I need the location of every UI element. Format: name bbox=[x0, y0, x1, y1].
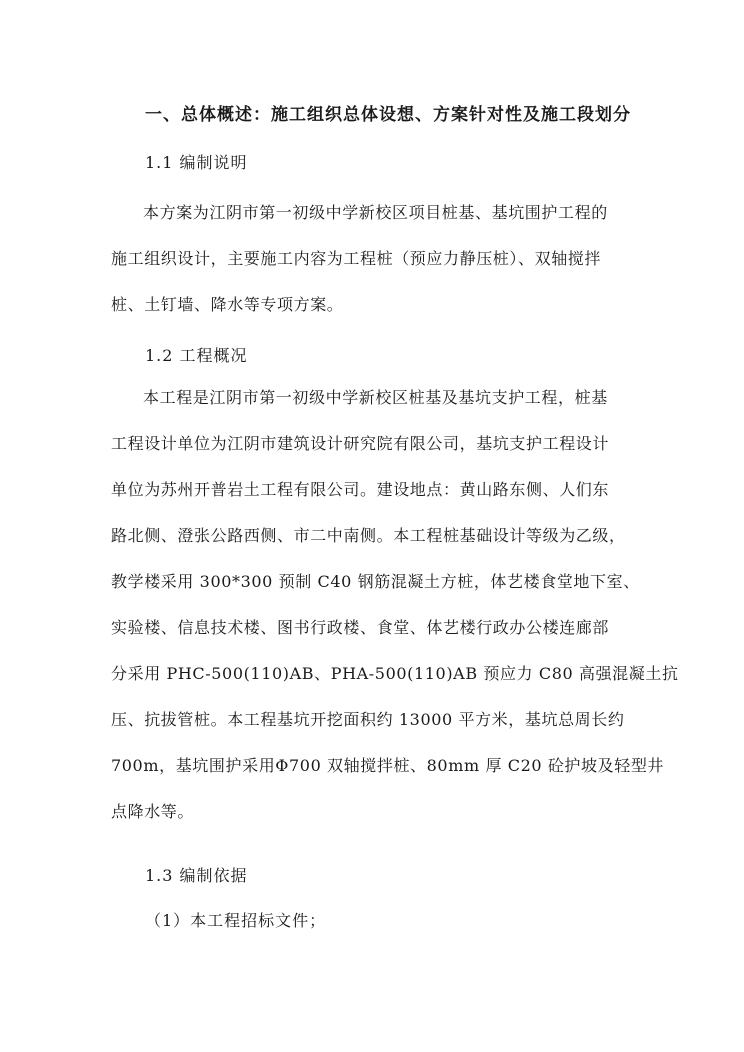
paragraph-project-overview bbox=[111, 375, 679, 835]
paragraph-line: 700m，基坑围护采用Φ700 双轴搅拌桩、80mm 厚 C20 砼护坡及轻型井 bbox=[111, 756, 665, 775]
section-heading-1-2: 1.2 工程概况 bbox=[145, 346, 248, 365]
paragraph-line: 工程设计单位为江阴市建筑设计研究院有限公司，基坑支护工程设计 bbox=[111, 434, 610, 453]
paragraph-line: 点降水等。 bbox=[111, 802, 195, 821]
paragraph-compilation-note bbox=[111, 190, 631, 328]
section-heading-1-1: 1.1 编制说明 bbox=[145, 153, 248, 172]
paragraph-line: 单位为苏州开普岩土工程有限公司。建设地点：黄山路东侧、人们东 bbox=[111, 480, 610, 499]
paragraph-line: 桩、土钉墙、降水等专项方案。 bbox=[111, 295, 344, 314]
document-title: 一、总体概述：施工组织总体设想、方案针对性及施工段划分 bbox=[145, 105, 631, 125]
paragraph-line: 路北侧、澄张公路西侧、市二中南侧。本工程桩基础设计等级为乙级， bbox=[111, 526, 626, 545]
paragraph-line: 实验楼、信息技术楼、图书行政楼、食堂、体艺楼行政办公楼连廊部 bbox=[111, 618, 610, 637]
paragraph-line: 教学楼采用 300*300 预制 C40 钢筋混凝土方桩，体艺楼食堂地下室、 bbox=[111, 572, 640, 591]
paragraph-line: 压、抗拔管桩。本工程基坑开挖面积约 13000 平方米，基坑总周长约 bbox=[111, 710, 625, 729]
list-item: （1）本工程招标文件； bbox=[145, 911, 327, 930]
section-heading-1-3: 1.3 编制依据 bbox=[145, 866, 248, 885]
paragraph-line: 分采用 PHC-500(110)AB、PHA-500(110)AB 预应力 C80 高强混凝土抗 bbox=[111, 664, 679, 683]
paragraph-line: 本方案为江阴市第一初级中学新校区项目桩基、基坑围护工程的 bbox=[143, 203, 608, 222]
paragraph-line: 本工程是江阴市第一初级中学新校区桩基及基坑支护工程，桩基 bbox=[143, 388, 608, 407]
paragraph-line: 施工组织设计，主要施工内容为工程桩（预应力静压桩）、双轴搅拌 bbox=[111, 249, 602, 268]
